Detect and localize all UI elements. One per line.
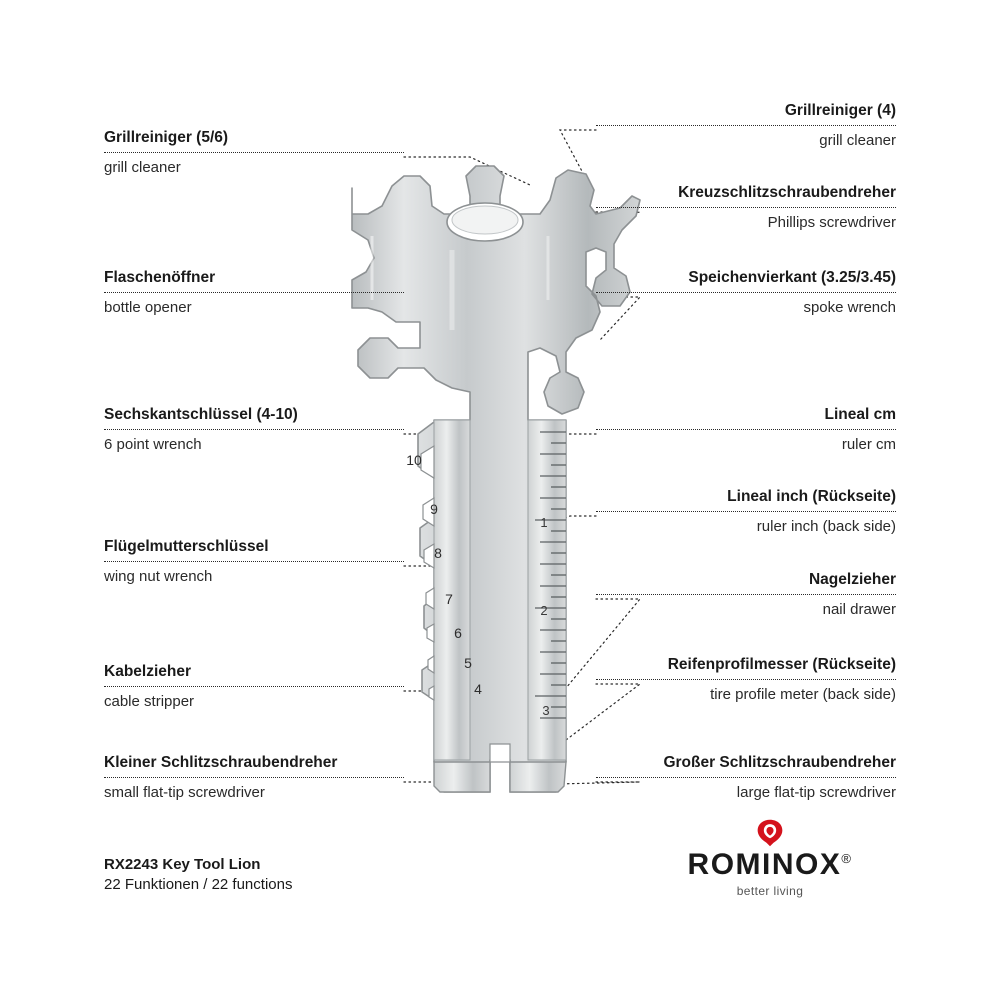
callout-title: Reifenprofilmesser (Rückseite) (667, 656, 896, 673)
callout-title: Sechskantschlüssel (4-10) (104, 406, 298, 423)
brand-block (640, 818, 900, 898)
callout-subtitle: ruler cm (841, 436, 896, 454)
callout-subtitle: small flat-tip screwdriver (104, 784, 265, 802)
callout-subtitle: Phillips screwdriver (767, 214, 896, 232)
callout-divider (596, 125, 896, 126)
callout-title: Grillreiniger (5/6) (104, 129, 229, 146)
callout-bottle-opener[interactable] (104, 268, 404, 318)
callout-divider (104, 777, 404, 778)
callout-divider (104, 429, 404, 430)
callout-title: Kleiner Schlitzschraubendreher (104, 754, 338, 771)
callout-title: Grillreiniger (4) (784, 102, 896, 119)
callout-subtitle: grill cleaner (819, 132, 896, 150)
callout-divider (104, 292, 404, 293)
svg-text:6: 6 (454, 625, 462, 641)
callout-tire-profile-meter[interactable] (596, 655, 896, 705)
product-name: RX2243 Key Tool Lion (104, 856, 261, 873)
registered-mark: ® (841, 851, 853, 866)
svg-text:2: 2 (540, 603, 548, 618)
callout-grill-cleaner-4[interactable] (596, 101, 896, 151)
svg-text:10: 10 (406, 452, 422, 468)
callout-title: Großer Schlitzschraubendreher (663, 754, 896, 771)
callout-title: Nagelzieher (808, 571, 896, 588)
callout-ruler-cm[interactable] (596, 405, 896, 455)
svg-text:1: 1 (540, 515, 548, 530)
callout-title: Speichenvierkant (3.25/3.45) (688, 269, 896, 286)
callout-wing-nut-wrench[interactable] (104, 537, 404, 587)
product-functions: 22 Funktionen / 22 functions (104, 876, 293, 894)
callout-title: Flügelmutterschlüssel (104, 538, 269, 555)
callout-subtitle: grill cleaner (104, 159, 181, 177)
callout-divider (596, 207, 896, 208)
callout-divider (104, 152, 404, 153)
callout-subtitle: bottle opener (104, 299, 192, 317)
rominox-logo-icon (743, 818, 797, 848)
brand-tagline: better living (736, 884, 804, 898)
callout-subtitle: cable stripper (104, 693, 195, 711)
callout-nail-drawer[interactable] (596, 570, 896, 620)
callout-grill-cleaner-56[interactable] (104, 128, 404, 178)
svg-text:9: 9 (430, 501, 438, 517)
callout-title: Kabelzieher (104, 663, 192, 680)
callout-divider (596, 594, 896, 595)
brand-name: ROMINOX® (687, 848, 853, 881)
callout-divider (104, 686, 404, 687)
callout-spoke-wrench[interactable] (596, 268, 896, 318)
svg-text:5: 5 (464, 655, 472, 671)
callout-six-point-wrench[interactable] (104, 405, 404, 455)
callout-title: Flaschenöffner (104, 269, 216, 286)
callout-subtitle: large flat-tip screwdriver (736, 784, 896, 802)
callout-title: Lineal cm (824, 406, 896, 423)
callout-subtitle: 6 point wrench (104, 436, 202, 454)
callout-divider (596, 292, 896, 293)
svg-text:4: 4 (474, 681, 482, 697)
callout-ruler-inch[interactable] (596, 487, 896, 537)
svg-text:8: 8 (434, 545, 442, 561)
callout-subtitle: wing nut wrench (104, 568, 213, 586)
callout-subtitle: spoke wrench (803, 299, 896, 317)
svg-text:3: 3 (542, 703, 550, 718)
callout-subtitle: ruler inch (back side) (756, 518, 896, 536)
product-info (104, 855, 292, 896)
svg-text:7: 7 (445, 591, 453, 607)
callout-subtitle: nail drawer (822, 601, 896, 619)
callout-large-flat-tip-screwdriver[interactable] (596, 753, 896, 803)
callout-subtitle: tire profile meter (back side) (710, 686, 896, 704)
callout-small-flat-tip-screwdriver[interactable] (104, 753, 404, 803)
callout-cable-stripper[interactable] (104, 662, 404, 712)
callout-title: Kreuzschlitzschraubendreher (678, 184, 896, 201)
callout-divider (596, 679, 896, 680)
callout-divider (596, 511, 896, 512)
callout-divider (596, 429, 896, 430)
callout-title: Lineal inch (Rückseite) (727, 488, 896, 505)
callout-phillips-screwdriver[interactable] (596, 183, 896, 233)
callout-divider (596, 777, 896, 778)
callout-divider (104, 561, 404, 562)
